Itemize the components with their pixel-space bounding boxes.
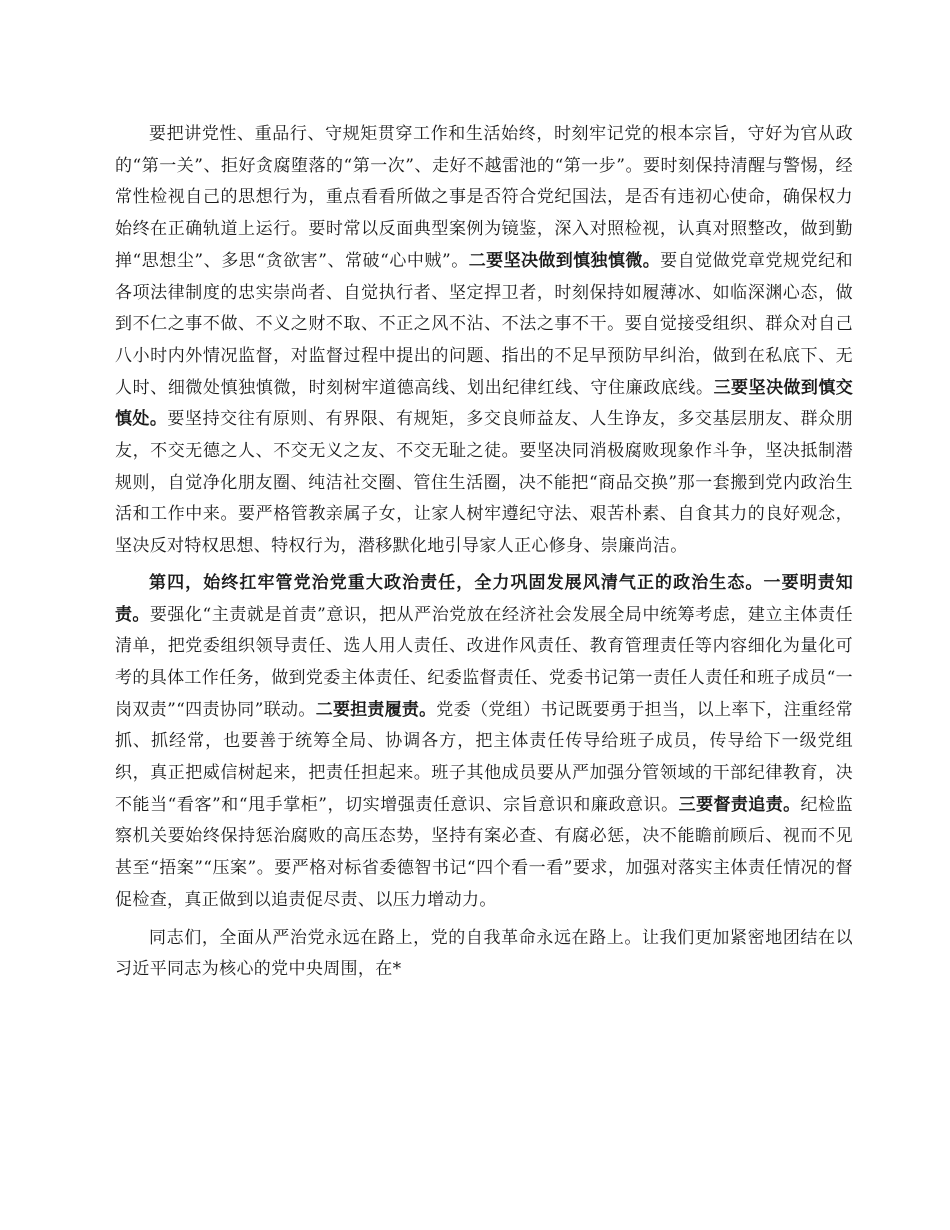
bold-heading-accountability: 三要督责追责。 (678, 794, 801, 815)
paragraph-text: 要把讲党性、重品行、守规矩贯穿工作和生活始终，时刻牢记党的根本宗旨，守好为官从政的“第一关”、拒好贪腐堕落的“第一次”、走好不越雷池的“第一步”。要时刻保持清醒与警惕，经常性检视自己的思想行为，重点看看所做之事是否符合党纪国法，是否有违初心使命，确保权力始终在正确轨道上运行。要时常以反面典型案例为镜鉴，深入对照检视，认真对照整改，做到勤掸“思想尘”、多思“贪欲害”、常破“心中贼”。 (115, 124, 853, 271)
bold-heading-fourth-point: 第四，始终扛牢管党治党重大政治责任，全力巩固发展风清气正的政治生态。一要明责知责。 (115, 572, 853, 625)
paragraph-text: 要坚持交往有原则、有界限、有规矩，多交良师益友、人生诤友，多交基层朋友、群众朋友，不交无德之人、不交无义之友、不交无耻之徒。要坚决同消极腐败现象作斗争，坚决抵制潜规则，自觉净化朋友圈、纯洁社交圈、管住生活圈，决不能把“商品交换”那一套搬到党内政治生活和工作中来。要严格管教亲属子女，让家人树牢遵纪守法、艰苦朴素、自食其力的良好观念，坚决反对特权思想、特权行为，潜移默化地引导家人正心修身、崇廉尚洁。 (115, 409, 853, 557)
document-body (115, 119, 853, 986)
bold-heading-caution-alone: 二要坚决做到慎独慎微。 (468, 250, 661, 271)
paragraph-text: 要自觉做党章党规党纪和各项法律制度的忠实崇尚者、自觉执行者、坚定捍卫者，时刻保持如履薄冰、如临深渊心态，做到不仁之事不做、不义之财不取、不正之风不沾、不法之事不干。要自觉接受组织、群众对自己八小时内外情况监督，对监督过程中提出的问题、指出的不足早预防早纠治，做到在私底下、无人时、细微处慎独慎微，时刻树牢道德高线、划出纪律红线、守住廉政底线。 (115, 250, 853, 398)
paragraph-closing (115, 923, 853, 986)
paragraph-text: 党委（党组）书记既要勇于担当，以上率下，注重经常抓、抓经常，也要善于统筹全局、协调各方，把主体责任传导给班子成员，传导给下一级党组织，真正把威信树起来，把责任担起来。班子其他成员要从严加强分管领域的干部纪律教育，决不能当“看客”和“甩手掌柜”，切实增强责任意识、宗旨意识和廉政意识。 (115, 699, 854, 815)
paragraph-party-responsibility (115, 568, 853, 917)
paragraph-text: 要强化“主责就是首责”意识，把从严治党放在经济社会发展全局中统筹考虑，建立主体责任清单，把党委组织领导责任、选人用人责任、改进作风责任、教育管理责任等内容细化为量化可考的具体工作任务，做到党委主体责任、纪委监督责任、党委书记第一责任人责任和班子成员“一岗双责”“四责协同”联动。 (115, 604, 853, 720)
paragraph-text: 纪检监察机关要始终保持惩治腐败的高压态势，坚持有案必查、有腐必惩，决不能瞻前顾后、视而不见甚至“捂案”“压案”。要严格对标省委德智书记“四个看一看”要求，加强对落实主体责任情况的督促检查，真正做到以追责促尽责、以压力增动力。 (115, 794, 853, 910)
paragraph-text: 同志们，全面从严治党永远在路上，党的自我革命永远在路上。让我们更加紧密地团结在以习近平同志为核心的党中央周围，在* (115, 927, 853, 980)
bold-heading-caution-friends: 三要坚决做到慎交慎处。 (115, 377, 853, 430)
paragraph-personal-discipline (115, 119, 853, 563)
bold-heading-take-responsibility: 二要担责履责。 (315, 699, 437, 720)
